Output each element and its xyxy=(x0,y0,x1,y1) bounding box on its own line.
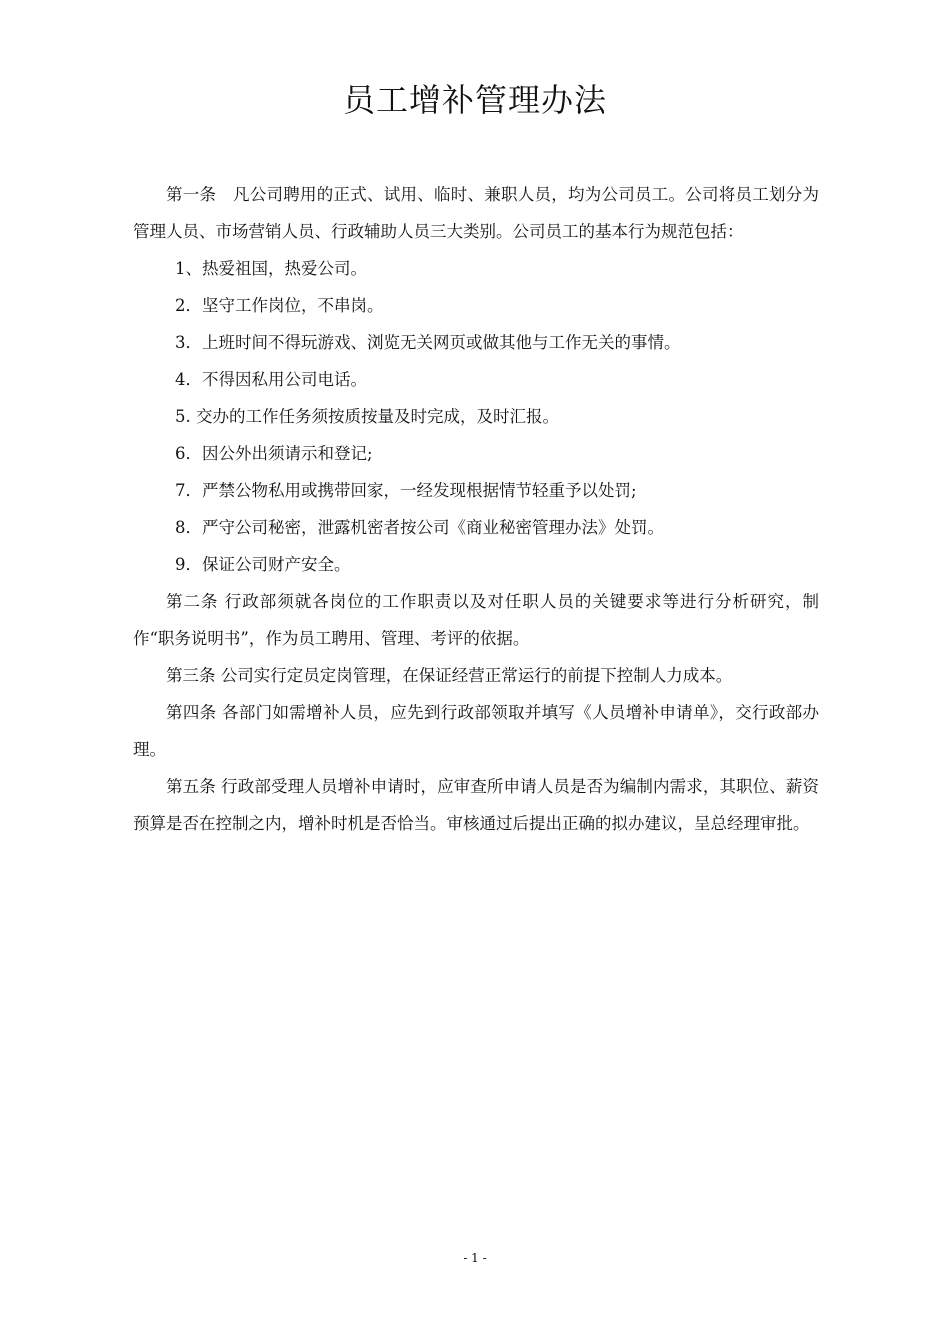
page-number: - 1 - xyxy=(463,1251,487,1265)
list-item: 8．严守公司秘密，泄露机密者按公司《商业秘密管理办法》处罚。 xyxy=(175,518,664,537)
page-title: 员工增补管理办法 xyxy=(342,81,607,119)
article-3: 第三条 公司实行定员定岗管理，在保证经营正常运行的前提下控制人力成本。 xyxy=(166,666,733,685)
list-item: 4．不得因私用公司电话。 xyxy=(175,370,367,389)
list-item: 3．上班时间不得玩游戏、浏览无关网页或做其他与工作无关的事情。 xyxy=(175,333,681,352)
article-5: 第五条 行政部受理人员增补申请时，应审查所申请人员是否为编制内需求，其职位、薪资预算是否在控制之内，增补时机是否恰当。审核通过后提出正确的拟办建议，呈总经理审批。 xyxy=(133,777,819,833)
article-1: 第一条 凡公司聘用的正式、试用、临时、兼职人员，均为公司员工。公司将员工划分为管理人员、市场营销人员、行政辅助人员三大类别。公司员工的基本行为规范包括： xyxy=(133,185,819,241)
list-item: 1、热爱祖国，热爱公司。 xyxy=(175,259,367,278)
document-body xyxy=(133,176,819,842)
article-4: 第四条 各部门如需增补人员，应先到行政部领取并填写《人员增补申请单》，交行政部办理。 xyxy=(133,703,819,759)
list-item: 9．保证公司财产安全。 xyxy=(175,555,351,574)
list-item: 2．坚守工作岗位，不串岗。 xyxy=(175,296,384,315)
list-item: 7．严禁公物私用或携带回家，一经发现根据情节轻重予以处罚; xyxy=(175,481,637,500)
list-item: 5. 交办的工作任务须按质按量及时完成，及时汇报。 xyxy=(175,407,559,426)
list-item: 6．因公外出须请示和登记; xyxy=(175,444,373,463)
article-2: 第二条 行政部须就各岗位的工作职责以及对任职人员的关键要求等进行分析研究，制作“职务说明书”，作为员工聘用、管理、考评的依据。 xyxy=(133,592,819,648)
